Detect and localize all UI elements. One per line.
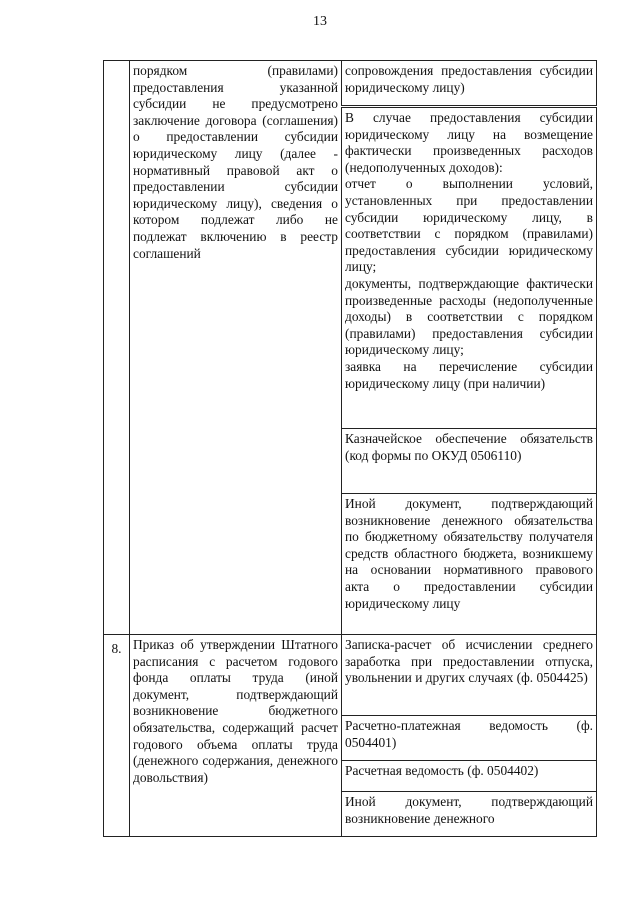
document-text: Иной документ, подтверждающий возникновение денежного обязательства по бюджетному обязательству получателя средств областного бюджета, возникшему на основании нормативного правового акта о предоставлении субсидии юридическому лицу: [345, 496, 593, 611]
basis-text: порядком (правилами) предоставления указанной субсидии не предусмотрено заключение договора (соглашения) о предоставлении субсидии юридическому лицу (далее - нормативный правовой акт о предоставлении субсидии юридическому лицу), сведения о котором подлежат либо не подлежат включению в реестр соглашений: [133, 63, 338, 261]
document-text: Расчетно-платежная ведомость (ф. 0504401): [345, 718, 593, 750]
document-text: сопровождения предоставления субсидии юридическому лицу): [345, 63, 593, 95]
row-number: 8.: [111, 641, 122, 656]
basis-cell: [130, 61, 342, 635]
page-number: 13: [313, 14, 327, 29]
document-cell: [342, 61, 597, 107]
basis-cell: [130, 635, 342, 837]
document-cell: [342, 429, 597, 494]
basis-text: Приказ об утверждении Штатного расписания с расчетом годового фонда оплаты труда (иной документ, подтверждающий возникновение бюджетного обязательства, содержащий расчет годового объема оплаты труда (денежного содержания, денежного довольствия): [133, 637, 338, 785]
document-text: Записка-расчет об исчислении среднего заработка при предоставлении отпуска, увольнении и других случаях (ф. 0504425): [345, 637, 593, 686]
document-text: Иной документ, подтверждающий возникновение денежного: [345, 794, 593, 826]
row-number-cell: [104, 635, 130, 837]
document-text: Расчетная ведомость (ф. 0504402): [345, 763, 539, 778]
document-cell: [342, 792, 597, 837]
row-number-cell: [104, 61, 130, 635]
document-cell: [342, 107, 597, 429]
document-cell: [342, 494, 597, 635]
document-cell: [342, 635, 597, 716]
document-text: Казначейское обеспечение обязательств (код формы по ОКУД 0506110): [345, 431, 593, 463]
document-cell: [342, 761, 597, 792]
document-cell: [342, 716, 597, 761]
documents-table: [103, 60, 597, 837]
table-row: [104, 61, 597, 107]
document-text: В случае предоставления субсидии юридическому лицу на возмещение фактически произведенных расходов (недополученных доходов): отчет о выполнении условий, установленных при предоставлении субсидии юридическому лицу, в соответствии с порядком (правилами) предоставления субсидии юридическому лицу; документы, подтверждающие фактически произведенные расходы (недополученные доходы) в соответствии с порядком (правилами) предоставления субсидии юридическому лицу; заявка на перечисление субсидии юридическому лицу (при наличии): [345, 110, 593, 391]
table-row: [104, 635, 597, 716]
